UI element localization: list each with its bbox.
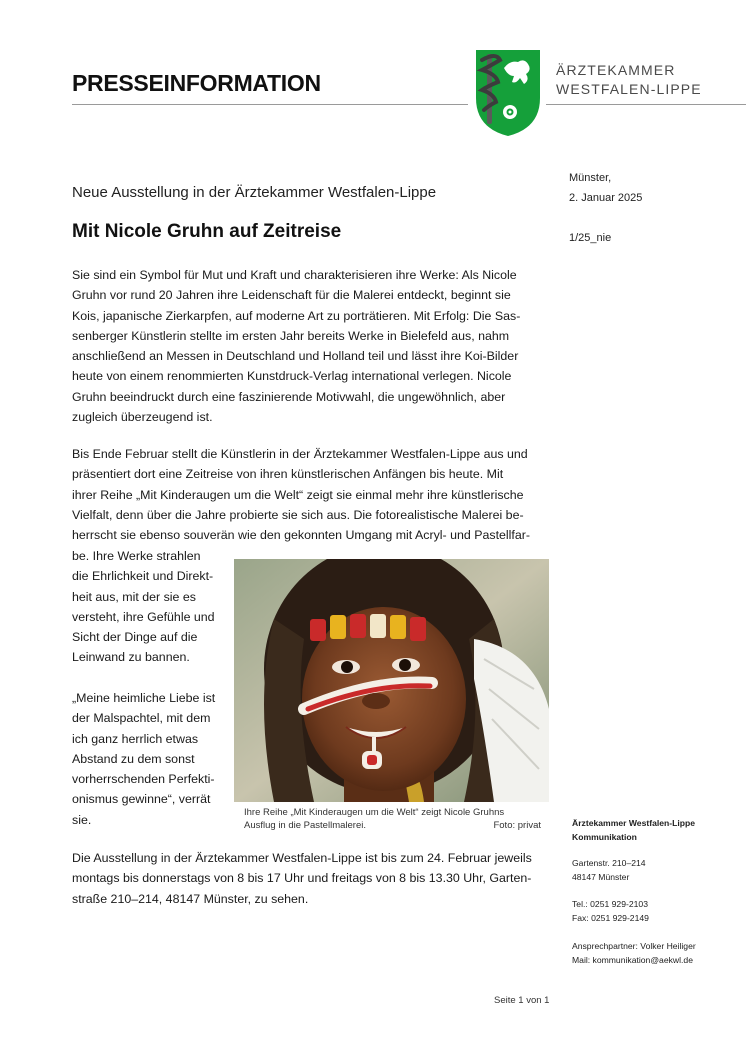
text-line: onismus gewinne“, verrät <box>72 792 211 807</box>
contact-city: 48147 Münster <box>572 871 630 882</box>
text-line: anschließend an Messen in Deutschland und Holland teil und lässt ihre Koi-Bilder <box>72 349 519 364</box>
contact-fax: Fax: 0251 929-2149 <box>572 912 649 923</box>
paragraph-3 <box>72 848 546 909</box>
text-line: Gruhn beeindruckt durch eine faszinierende Motivwahl, die ungewöhnlich, aber <box>72 389 506 404</box>
contact-phone <box>572 898 649 925</box>
text-line: Vielfalt, denn über die Jahre probierte sie sich aus. Die fotorealistische Malerei be- <box>72 507 524 522</box>
text-line: Sie sind ein Symbol für Mut und Kraft und charakterisieren ihre Werke: Als Nicole <box>72 268 517 282</box>
article-subtitle: Neue Ausstellung in der Ärztekammer Westfalen-Lippe <box>72 184 437 201</box>
text-line: Gruhn vor rund 20 Jahren ihre Leidenschaft für die Malerei entdeckt, beginnt sie <box>72 288 511 303</box>
org-name-line2: WESTFALEN-LIPPE <box>556 81 702 97</box>
paragraph-1 <box>72 265 546 427</box>
photo-caption <box>244 806 541 832</box>
text-line: Leinwand zu bannen. <box>72 650 190 665</box>
header-divider <box>72 104 468 105</box>
text-line: straße 210–214, 48147 Münster, zu sehen. <box>72 891 309 906</box>
text-line: ihrer Reihe „Mit Kinderaugen um die Welt“ zeigt sie einmal mehr ihre künstlerische <box>72 487 524 502</box>
meta-date: 2. Januar 2025 <box>569 192 643 204</box>
text-line: Bis Ende Februar stellt die Künstlerin in der Ärztekammer Westfalen-Lippe aus und <box>72 447 528 461</box>
contact-org <box>572 817 695 844</box>
contact-mail: Mail: kommunikation@aekwl.de <box>572 954 693 965</box>
article-headline: Mit Nicole Gruhn auf Zeitreise <box>72 221 342 242</box>
header-divider-right <box>546 104 746 105</box>
text-line: Die Ausstellung in der Ärztekammer Westfalen-Lippe ist bis zum 24. Februar jeweils <box>72 851 532 865</box>
text-line: montags bis donnerstags von 8 bis 17 Uhr und freitags von 8 bis 13.30 Uhr, Garten- <box>72 871 532 886</box>
caption-line-1: Ihre Reihe „Mit Kinderaugen um die Welt“ zeigt Nicole Gruhns <box>244 807 505 818</box>
caption-line-2: Ausflug in die Pastellmalerei. <box>244 820 366 831</box>
contact-person <box>572 940 696 967</box>
quote-paragraph <box>72 688 232 830</box>
text-line: sie. <box>72 812 92 827</box>
text-line: der Malspachtel, mit dem <box>72 711 211 726</box>
organization-name <box>556 61 702 99</box>
aekwl-logo <box>474 46 544 138</box>
text-line: präsentiert dort eine Zeitreise von ihren künstlerischen Anfängen bis heute. Mit <box>72 467 504 482</box>
text-line: versteht, ihre Gefühle und <box>72 609 215 624</box>
page-number: Seite 1 von 1 <box>494 995 550 1006</box>
text-line: die Ehrlichkeit und Direkt- <box>72 569 214 584</box>
painting-photo <box>234 559 549 802</box>
meta-place: Münster, <box>569 172 612 184</box>
text-line: heute von einem renommierten Kunstdruck-Verlag international verlegen. Nicole <box>72 369 512 384</box>
org-name-line1: ÄRZTEKAMMER <box>556 62 676 78</box>
text-line: vorherrschenden Perfekti- <box>72 772 215 787</box>
text-line: ich ganz herrlich etwas <box>72 731 199 746</box>
text-line: Abstand zu dem sonst <box>72 751 195 766</box>
meta-reference: 1/25_nie <box>569 232 612 244</box>
contact-person-name: Ansprechpartner: Volker Heiliger <box>572 941 696 951</box>
contact-street: Gartenstr. 210–214 <box>572 858 646 868</box>
contact-address <box>572 857 646 884</box>
text-line: Kois, japanische Zierkarpfen, auf moderne Art zu porträtieren. Mit Erfolg: Die Sas- <box>72 308 521 323</box>
text-line: zugleich überzeugend ist. <box>72 410 213 425</box>
paragraph-2 <box>72 444 546 545</box>
page-title: PRESSEINFORMATION <box>72 70 321 96</box>
contact-department: Kommunikation <box>572 831 637 842</box>
photo-credit: Foto: privat <box>493 820 541 831</box>
text-line: be. Ihre Werke strahlen <box>72 549 201 563</box>
text-line: herrscht sie ebenso souverän wie den gekonnten Umgang mit Acryl- und Pastellfar- <box>72 528 531 543</box>
contact-org-name: Ärztekammer Westfalen-Lippe <box>572 818 696 828</box>
text-line: „Meine heimliche Liebe ist <box>72 691 216 705</box>
text-line: heit aus, mit der sie es <box>72 589 196 604</box>
text-line: senberger Künstlerin stellte im ersten Jahr bereits Werke in Bielefeld aus, nahm <box>72 328 510 343</box>
contact-tel: Tel.: 0251 929-2103 <box>572 899 648 909</box>
paragraph-2-continued <box>72 546 232 668</box>
text-line: Sicht der Dinge auf die <box>72 630 198 645</box>
